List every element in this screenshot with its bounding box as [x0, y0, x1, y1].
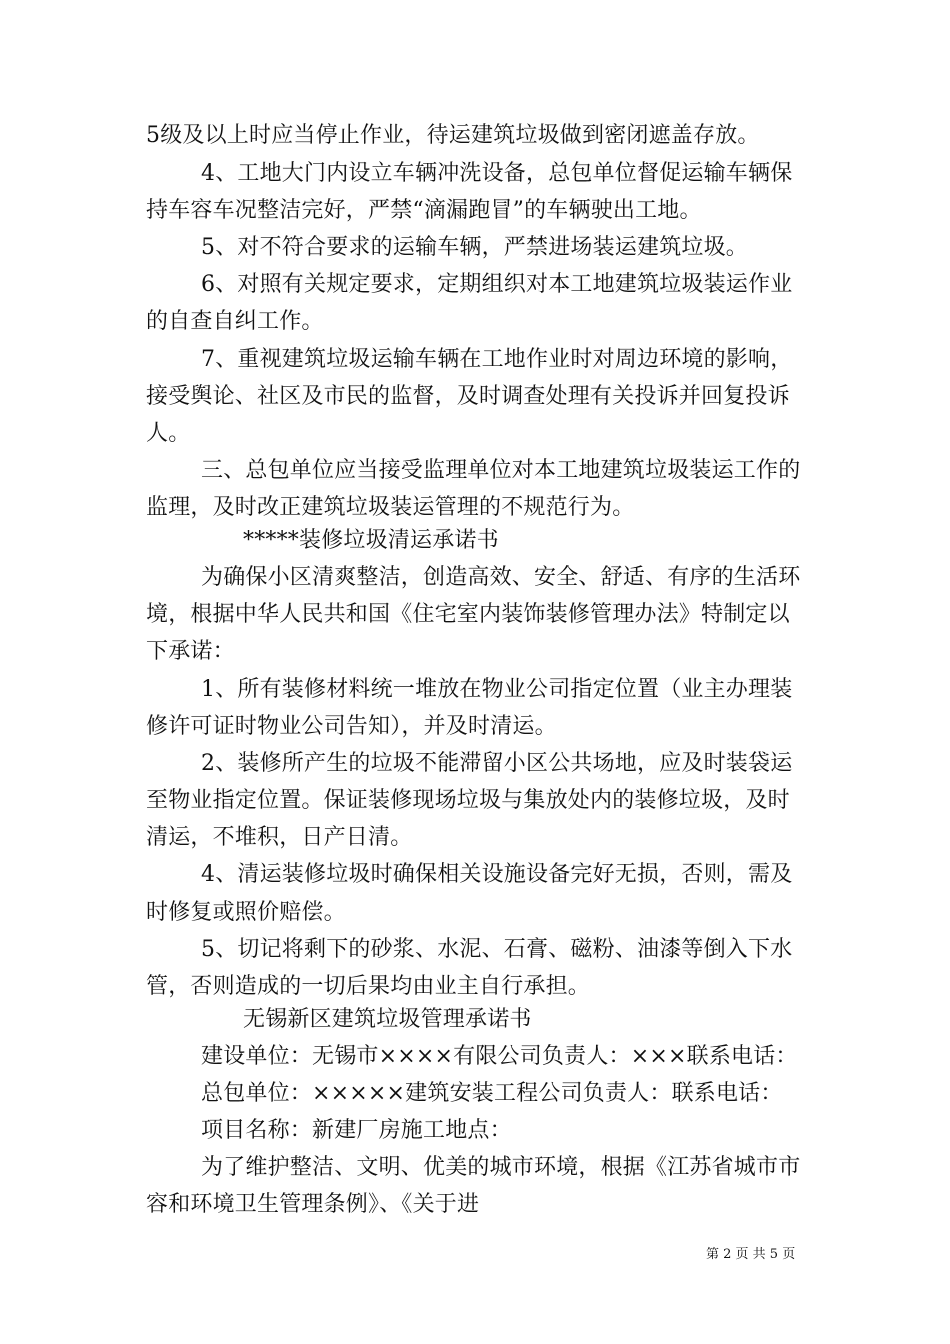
- text-line: 为了维护整洁、文明、优美的城市环境，根据《江苏省城市市: [201, 1155, 801, 1180]
- text-line: 建设单位：无锡市××××有限公司负责人：×××联系电话：: [201, 1044, 798, 1069]
- text-line: 2、装修所产生的垃圾不能滞留小区公共场地，应及时装袋运: [201, 751, 793, 776]
- text-line: 容和环境卫生管理条例》、《关于进: [146, 1192, 480, 1217]
- text-line: 为确保小区清爽整洁，创造高效、安全、舒适、有序的生活环: [201, 565, 801, 590]
- text-line: 1、所有装修材料统一堆放在物业公司指定位置（业主办理装: [201, 677, 793, 702]
- text-line: 总包单位：×××××建筑安装工程公司负责人：联系电话：: [201, 1081, 783, 1106]
- text-line: 6、对照有关规定要求，定期组织对本工地建筑垃圾装运作业: [201, 272, 793, 297]
- page-number: 第 2 页 共 5 页: [706, 1247, 796, 1262]
- text-line: 境，根据中华人民共和国《住宅室内装饰装修管理办法》特制定以: [146, 602, 790, 627]
- text-line: 7、重视建筑垃圾运输车辆在工地作业时对周边环境的影响，: [201, 347, 793, 372]
- text-line: 修许可证时物业公司告知），并及时清运。: [146, 714, 557, 739]
- text-line: 5、对不符合要求的运输车辆，严禁进场装运建筑垃圾。: [201, 235, 748, 260]
- text-line: 时修复或照价赔偿。: [146, 900, 346, 925]
- text-line: 持车容车况整洁完好，严禁“滴漏跑冒”的车辆驶出工地。: [146, 198, 702, 223]
- text-line: 至物业指定位置。保证装修现场垃圾与集放处内的装修垃圾，及时: [146, 788, 790, 813]
- section-title: 无锡新区建筑垃圾管理承诺书: [243, 1007, 532, 1032]
- text-line: 三、总包单位应当接受监理单位对本工地建筑垃圾装运工作的: [201, 458, 801, 483]
- text-line: 4、工地大门内设立车辆冲洗设备，总包单位督促运输车辆保: [201, 161, 793, 186]
- text-line: 清运，不堆积，日产日清。: [146, 825, 413, 850]
- text-line: 下承诺：: [146, 639, 235, 664]
- section-title: *****装修垃圾清运承诺书: [243, 528, 499, 553]
- text-line: 接受舆论、社区及市民的监督，及时调查处理有关投诉并回复投诉: [146, 384, 790, 409]
- text-line: 项目名称：新建厂房施工地点：: [201, 1118, 512, 1143]
- text-line: 管，否则造成的一切后果均由业主自行承担。: [146, 974, 591, 999]
- text-line: 4、清运装修垃圾时确保相关设施设备完好无损，否则，需及: [201, 862, 793, 887]
- text-line: 人。: [146, 421, 191, 446]
- text-line: 监理，及时改正建筑垃圾装运管理的不规范行为。: [146, 495, 635, 520]
- text-line: 5级及以上时应当停止作业，待运建筑垃圾做到密闭遮盖存放。: [146, 123, 760, 148]
- text-line: 5、切记将剩下的砂浆、水泥、石膏、磁粉、油漆等倒入下水: [201, 937, 793, 962]
- text-line: 的自查自纠工作。: [146, 309, 324, 334]
